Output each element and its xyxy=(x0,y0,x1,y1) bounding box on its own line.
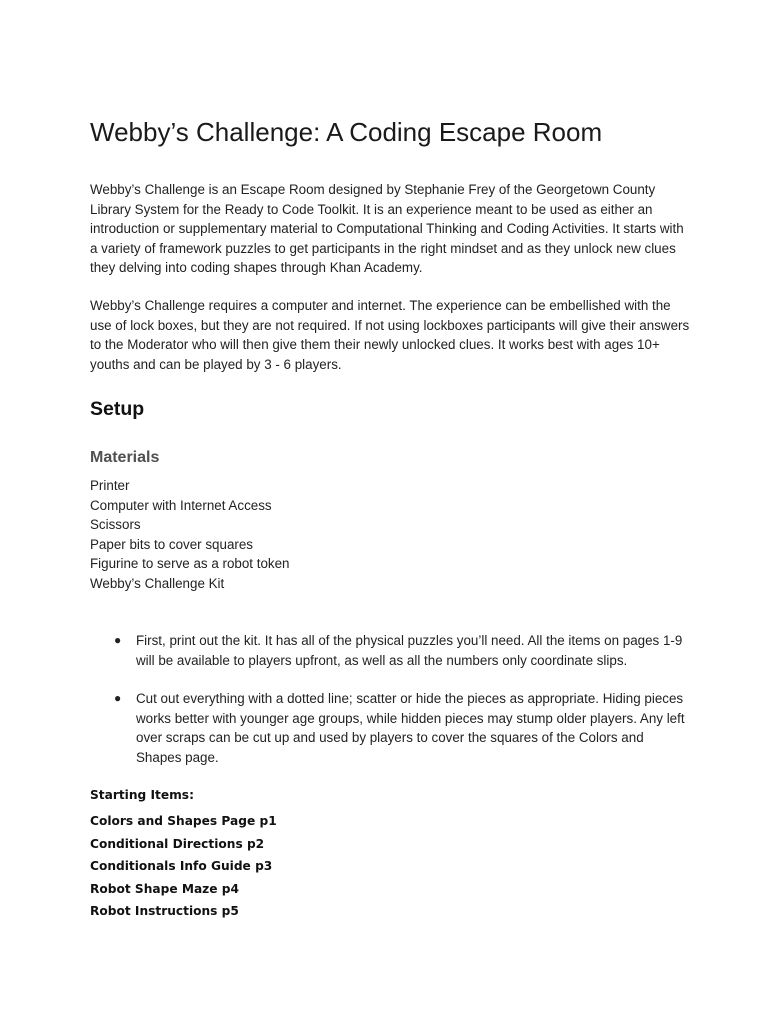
instruction-text: Cut out everything with a dotted line; scatter or hide the pieces as appropriate. Hiding pieces works better with younger age groups, while hidden pieces may stump older players. Any left over scraps can be cut up and used by players to cover the squares of the Colors and Shapes page. xyxy=(136,691,685,765)
materials-item: Scissors xyxy=(90,517,141,533)
materials-item: Figurine to serve as a robot token xyxy=(90,556,290,572)
setup-heading: Setup xyxy=(90,398,145,420)
instruction-item xyxy=(90,631,690,670)
starting-item: Conditionals Info Guide p3 xyxy=(90,859,273,874)
starting-item: Robot Instructions p5 xyxy=(90,904,239,919)
bullet-icon: ● xyxy=(114,691,122,705)
materials-item: Computer with Internet Access xyxy=(90,497,272,513)
setup-instructions-list xyxy=(90,631,690,767)
requirements-paragraph: Webby’s Challenge requires a computer and internet. The experience can be embellished with the use of lock boxes, but they are not required. If not using lockboxes participants will give their answers to the Moderator who will then give them their newly unlocked clues. It works best with ages 10+ youths and can be played by 3 - 6 players. xyxy=(90,298,690,372)
bullet-icon: ● xyxy=(114,633,122,647)
instruction-text: First, print out the kit. It has all of the physical puzzles you’ll need. All the items on pages 1-9 will be available to players upfront, as well as all the numbers only coordinate slips. xyxy=(136,633,683,668)
materials-item: Webby’s Challenge Kit xyxy=(90,575,225,591)
instruction-item xyxy=(90,689,690,767)
starting-items-list xyxy=(90,810,277,923)
document-title: Webby’s Challenge: A Coding Escape Room xyxy=(90,117,603,147)
starting-items-heading: Starting Items: xyxy=(90,788,194,802)
materials-heading: Materials xyxy=(90,449,160,466)
materials-item: Paper bits to cover squares xyxy=(90,536,254,552)
starting-item: Conditional Directions p2 xyxy=(90,836,265,851)
starting-item: Colors and Shapes Page p1 xyxy=(90,814,277,828)
materials-list xyxy=(90,476,289,594)
starting-item: Robot Shape Maze p4 xyxy=(90,881,239,896)
intro-paragraph: Webby’s Challenge is an Escape Room designed by Stephanie Frey of the Georgetown County Library System for the Ready to Code Toolkit. It is an experience meant to be used as either an introduction or supplementary material to Computational Thinking and Coding Activities. It starts with a variety of framework puzzles to get participants in the right mindset and as they unlock new clues they delving into coding shapes through Khan Academy. xyxy=(90,182,684,275)
materials-item: Printer xyxy=(90,478,130,493)
